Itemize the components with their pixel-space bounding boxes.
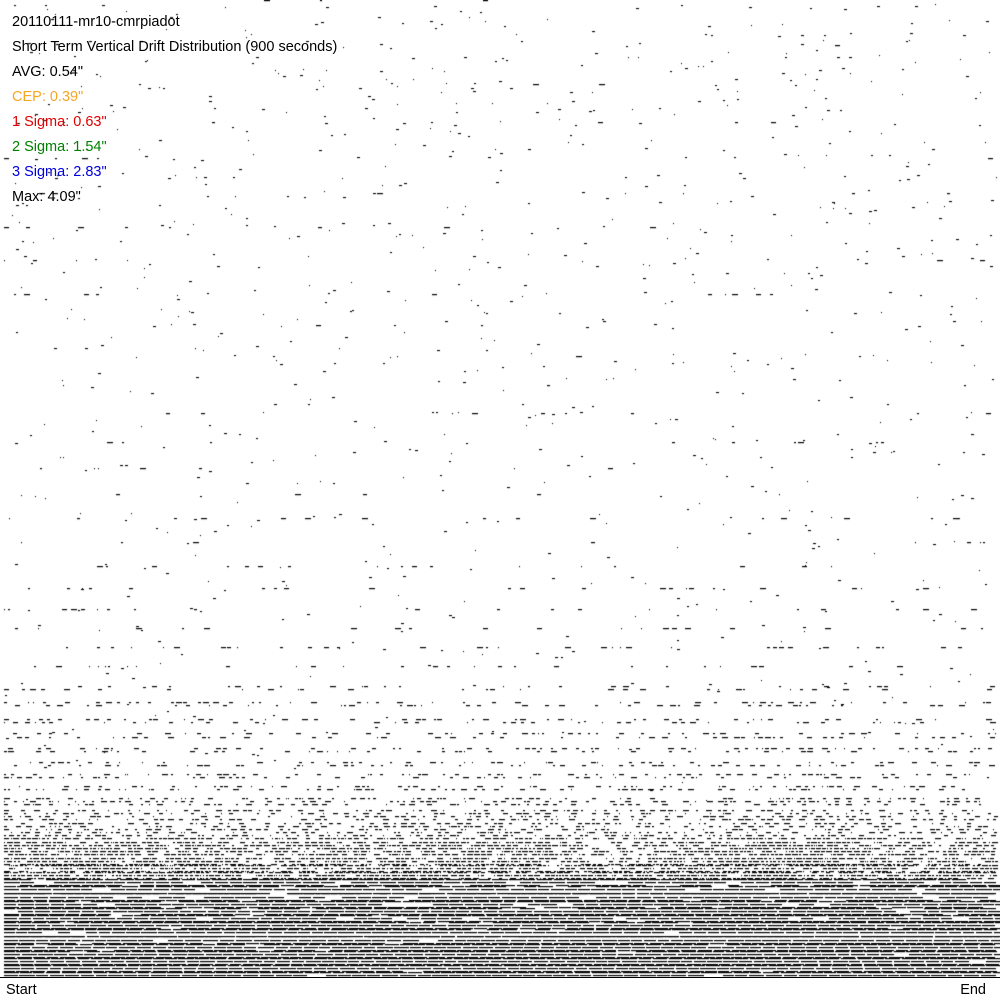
chart-subtitle: Short Term Vertical Drift Distribution (900 seconds) (12, 39, 338, 55)
legend-item-1sigma: 1 Sigma: 0.63" (12, 114, 107, 130)
axis-baseline (0, 977, 1000, 978)
chart-title: 20110111-mr10-cmrpiadot (12, 14, 180, 30)
legend-item-2sigma: 2 Sigma: 1.54" (12, 139, 107, 155)
legend-item-cep: CEP: 0.39" (12, 89, 84, 105)
legend (12, 10, 337, 210)
legend-item-avg: AVG: 0.54" (12, 64, 83, 80)
legend-item-max: Max: 4.09" (12, 189, 81, 205)
legend-item-3sigma: 3 Sigma: 2.83" (12, 164, 107, 180)
